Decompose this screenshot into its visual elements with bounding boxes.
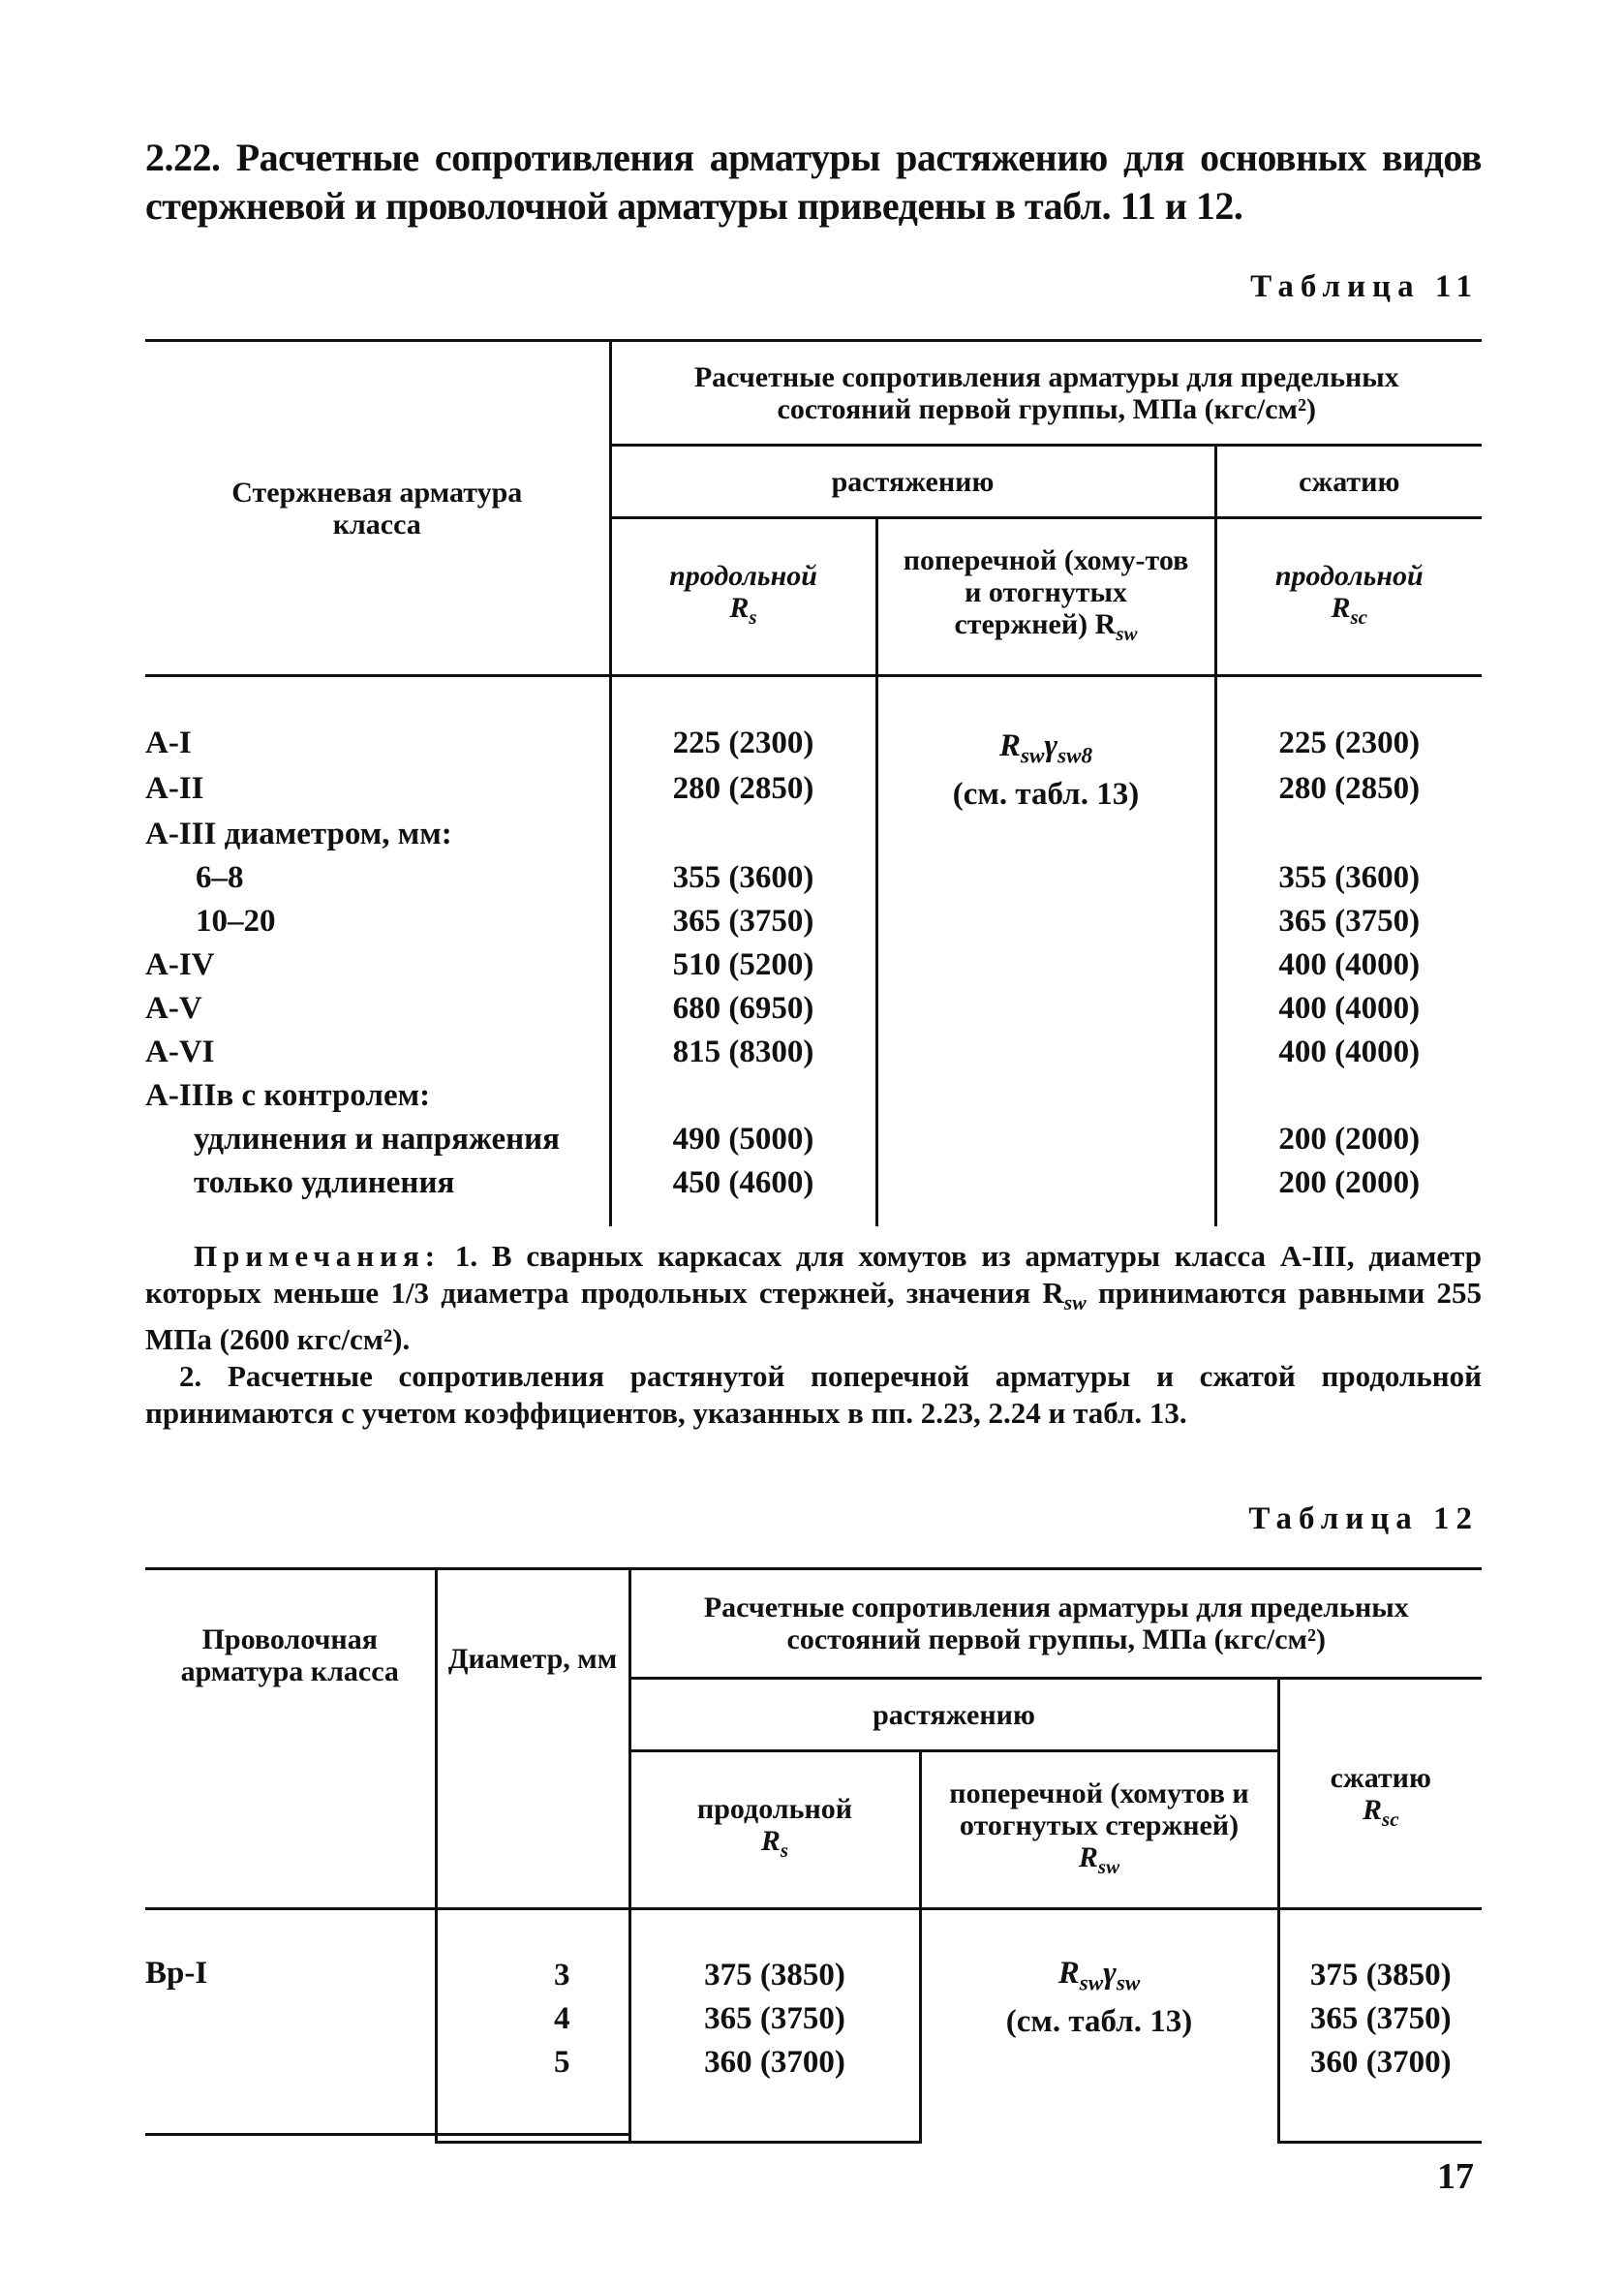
t12-row: Bp-I 3 375 (3850) $R_{sw}\gamma_{sw}$ (см. табл. 13) 375 (3850): [145, 1954, 1482, 1997]
t12-header-compression: сжатию $R_{sc}$: [1278, 1679, 1482, 1909]
page-number: 17: [1437, 2156, 1474, 2197]
t11-header-group: Расчетные сопротивления арматуры для предельных состояний первой группы, МПа (кгс/см²): [610, 341, 1482, 446]
t11-row: A-II 280 (2850) 280 (2850): [145, 766, 1482, 812]
t11-header-longitudinal: продольной $R_s$: [610, 518, 876, 676]
t11-header-transverse: поперечной (хому-тов и отогнутых стержней) $R_{sw}$: [876, 518, 1215, 676]
t12-cell-class: Bp-I: [145, 1954, 436, 2143]
section-number: 2.22.: [145, 136, 221, 179]
t11-header-class: Стержневая арматура класса: [145, 341, 610, 676]
t11-row: A-IV 510 (5200) 400 (4000): [145, 943, 1482, 987]
t12-row: 5 360 (3700) 360 (3700): [145, 2041, 1482, 2085]
t11-transverse-note: $R_{sw}\gamma_{sw8}$ (см. табл. 13): [876, 721, 1215, 813]
t12-bottom-rule: [145, 2133, 629, 2136]
table11-notes: [145, 1238, 1482, 1432]
t12-transverse-note: $R_{sw}\gamma_{sw}$ (см. табл. 13): [920, 1954, 1278, 2143]
t11-header-compression: сжатию: [1215, 446, 1482, 518]
table12-caption: Таблица 12: [1248, 1501, 1479, 1536]
t12-header-class: Проволочная арматура класса: [145, 1569, 436, 1909]
table-12: [145, 1567, 1482, 2144]
t11-cell-rsc: 225 (2300): [1278, 726, 1421, 761]
t12-header-longitudinal: продольной $R_s$: [629, 1751, 920, 1909]
t11-cell-class: A-I: [145, 721, 610, 766]
table-11: [145, 339, 1482, 1226]
t11-row: A-IIIв с контролем:: [145, 1074, 1482, 1118]
intro-paragraph: [145, 134, 1482, 231]
notes-label: Примечания:: [194, 1239, 442, 1273]
table11-caption: Таблица 11: [1250, 269, 1479, 304]
t11-header-tension: растяжению: [610, 446, 1215, 518]
t11-row: A-III диаметром, мм:: [145, 813, 1482, 856]
t11-header-long-comp: продольной $R_{sc}$: [1215, 518, 1482, 676]
t12-row: 4 365 (3750) 365 (3750): [145, 1997, 1482, 2041]
t11-row: удлинения и напряжения 490 (5000) 200 (2000): [145, 1118, 1482, 1161]
t12-header-tension: растяжению: [629, 1679, 1278, 1751]
t11-row: 10–20 365 (3750) 365 (3750): [145, 900, 1482, 943]
t11-row: только удлинения 450 (4600) 200 (2000): [145, 1161, 1482, 1205]
note-1: 1. В сварных каркасах для хомутов из арматуры класса A-III, диаметр которых меньше 1/3 диаметра продольных стержней, значения $R_{sw}$ принимаются равными 255 МПа (2600 кгс/см²).: [145, 1239, 1483, 1357]
intro-text: Расчетные сопротивления арматуры растяжению для основных видов стержневой и проволочной арматуры приведены в табл. 11 и 12.: [145, 136, 1483, 228]
t12-header-transverse: поперечной (хомутов и отогнутых стержней) $R_{sw}$: [920, 1751, 1278, 1909]
t12-header-group: Расчетные сопротивления арматуры для предельных состояний первой группы, МПа (кгс/см²): [629, 1569, 1482, 1679]
t11-row: A-VI 815 (8300) 400 (4000): [145, 1031, 1482, 1074]
note-2: 2. Расчетные сопротивления растянутой поперечной арматуры и сжатой продольной принимаются с учетом коэффициентов, указанных в пп. 2.23, 2.24 и табл. 13.: [145, 1359, 1482, 1431]
t11-row: A-V 680 (6950) 400 (4000): [145, 987, 1482, 1031]
t11-row: [145, 721, 1482, 766]
t11-cell-rs: 225 (2300): [610, 721, 876, 766]
t12-header-diameter: Диаметр, мм: [436, 1569, 629, 1909]
t11-row: 6–8 355 (3600) 355 (3600): [145, 856, 1482, 900]
